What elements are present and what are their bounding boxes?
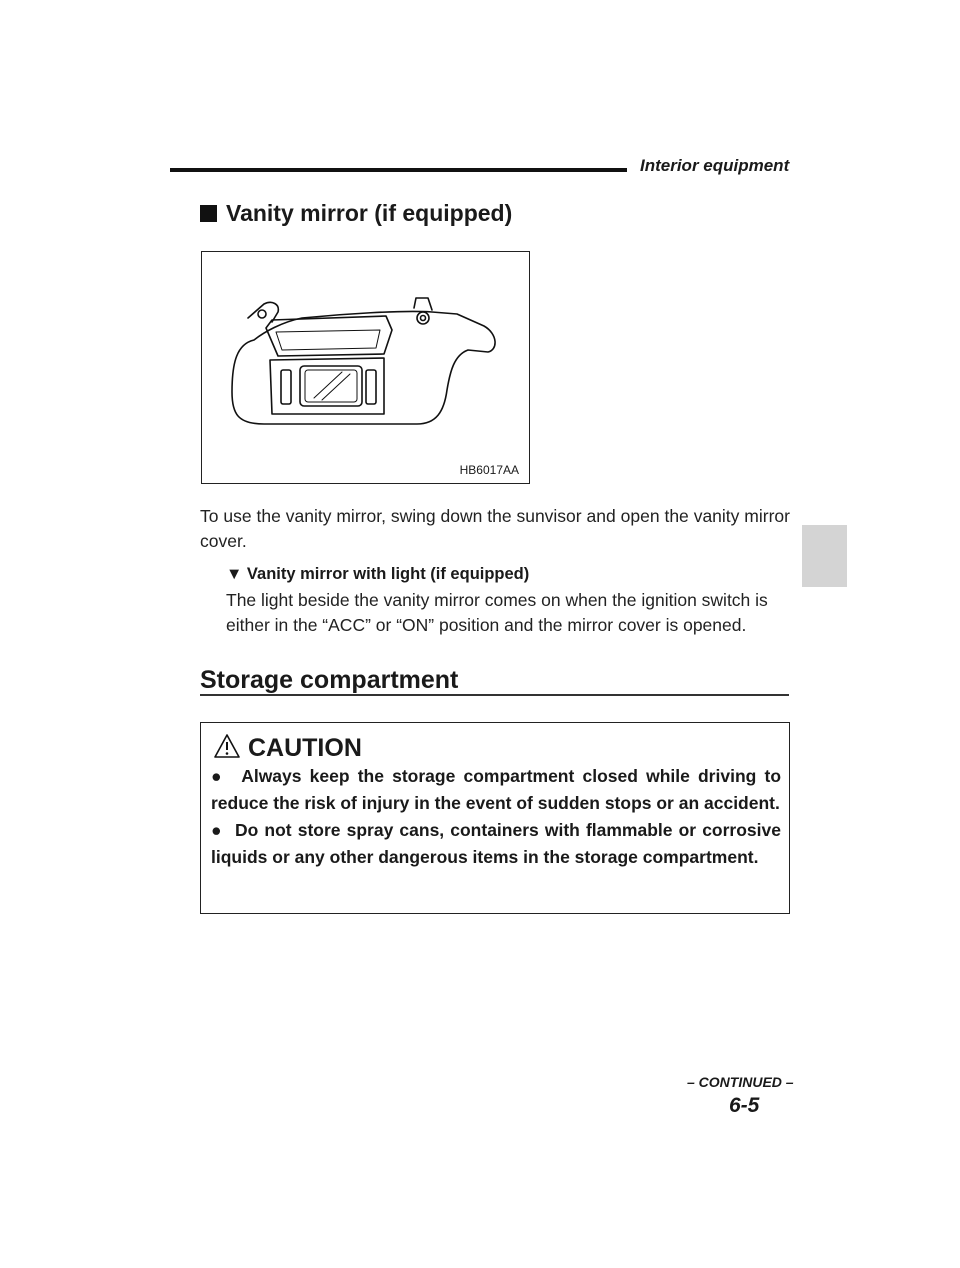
caution-list <box>211 763 781 871</box>
header-rule <box>170 168 627 172</box>
header-section-title: Interior equipment <box>640 156 790 175</box>
vanity-mirror-heading <box>200 200 512 227</box>
vanity-paragraph: To use the vanity mirror, swing down the sunvisor and open the vanity mirror cover. <box>200 506 790 551</box>
storage-heading-rule <box>200 694 789 696</box>
square-bullet-icon <box>200 205 217 222</box>
sunvisor-illustration <box>201 251 530 484</box>
warning-triangle-icon <box>213 733 241 759</box>
bullet-icon: ● <box>211 766 242 786</box>
caution-item-text: Always keep the storage compartment closed while driving to reduce the risk of injury in the event of sudden stops or an accident. <box>211 766 782 813</box>
vanity-light-paragraph: The light beside the vanity mirror comes on when the ignition switch is either in the “ACC” or “ON” position and the mirror cover is opened. <box>226 590 768 635</box>
continued-label: – CONTINUED – <box>687 1074 794 1090</box>
caution-title: CAUTION <box>248 734 362 762</box>
bullet-icon: ● <box>211 820 235 840</box>
storage-heading: Storage compartment <box>200 666 459 694</box>
page-number: 6-5 <box>729 1094 760 1117</box>
subheading-text: Vanity mirror with light (if equipped) <box>246 565 530 583</box>
vanity-light-subheading <box>226 565 529 584</box>
figure-code: HB6017AA <box>459 463 519 477</box>
caution-item <box>211 763 781 817</box>
vanity-heading-text: Vanity mirror (if equipped) <box>226 200 513 226</box>
chapter-side-tab <box>802 525 847 587</box>
caution-item-text: Do not store spray cans, containers with flammable or corrosive liquids or any other dangerous items in the storage compartment. <box>211 820 781 867</box>
triangle-down-icon: ▼ <box>226 565 247 583</box>
caution-item <box>211 817 781 871</box>
